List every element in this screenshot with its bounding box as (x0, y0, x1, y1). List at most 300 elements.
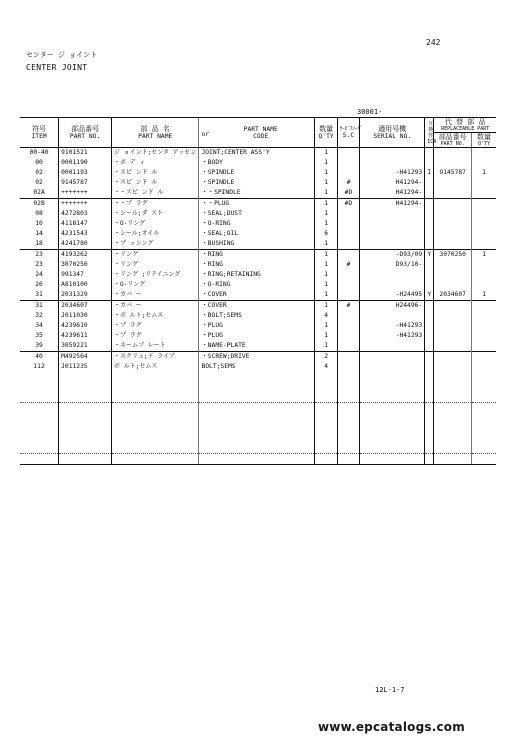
cell-rpart (434, 382, 472, 392)
cell-serial (360, 229, 425, 239)
table-row (20, 352, 496, 363)
cell-qty (315, 403, 337, 414)
table-row (20, 239, 496, 250)
cell-serial: -H41293 (360, 321, 425, 331)
cell-rqty (472, 341, 497, 352)
cell-qty (315, 392, 337, 403)
cell-sc (337, 311, 359, 321)
header-part-name-code: or PART NAME CODE (199, 118, 315, 148)
cell-qty (315, 443, 337, 454)
cell-code (199, 454, 315, 465)
cell-code (199, 392, 315, 403)
cell-serial: -H24495 (360, 290, 425, 301)
cell-code: ・SPINDLE (199, 168, 315, 178)
cell-rpart (434, 270, 472, 280)
cell-part-no: 2031329 (59, 290, 112, 301)
cell-rpart (434, 362, 472, 372)
header-part-name: 部 品 名 PART NAME (112, 118, 199, 148)
cell-item: 24 (35, 271, 43, 278)
table-row (20, 270, 496, 280)
cell-name-jp: ・リング (112, 250, 199, 261)
cell-rpart (434, 321, 472, 331)
table-row (20, 341, 496, 352)
cell-part-no: 3059221 (59, 341, 112, 352)
cell-name-jp: ・ボ デ ィ (112, 158, 199, 168)
cell-part-no: A810100 (59, 280, 112, 290)
cell-part-no: 9101521 (59, 148, 112, 159)
table-row (20, 148, 496, 159)
cell-code: JOINT;CENTER ASS'Y (199, 148, 315, 159)
cell-code: ・O-RING (199, 219, 315, 229)
cell-code: ・BODY (199, 158, 315, 168)
cell-item: 00 (35, 159, 43, 166)
cell-ica (425, 301, 434, 312)
cell-name-jp (112, 433, 199, 443)
cell-ica (425, 209, 434, 219)
cell-rpart (434, 341, 472, 352)
cell-rpart (434, 403, 472, 414)
cell-name-jp: ・リング ;リテイニング (112, 270, 199, 280)
cell-qty (315, 372, 337, 382)
cell-rqty (472, 331, 497, 341)
cell-name-jp: ・ブ ッシング (112, 239, 199, 250)
cell-name-jp: ・カバ ー (112, 290, 199, 301)
cell-serial (360, 311, 425, 321)
cell-serial (360, 239, 425, 250)
header-qty: 数量 Q'TY (315, 118, 337, 148)
cell-name-jp: ・スクリュ;ド ライブ (112, 352, 199, 363)
cell-sc: # (337, 301, 359, 312)
cell-part-no (59, 443, 112, 454)
cell-sc (337, 403, 359, 414)
cell-code (199, 403, 315, 414)
cell-rpart (434, 188, 472, 199)
cell-name-jp: ・ボ ルト;セムス (112, 311, 199, 321)
cell-serial (360, 392, 425, 403)
cell-qty: 1 (315, 250, 337, 261)
cell-serial (360, 209, 425, 219)
cell-rqty (472, 433, 497, 443)
cell-rpart: 9145787 (434, 168, 472, 178)
cell-code: ・PLUG (199, 321, 315, 331)
cell-rqty (472, 423, 497, 433)
cell-rqty: 1 (472, 290, 497, 301)
header-service-code: ｻｰﾋﾞｽｺｰﾄﾞ S.C (337, 118, 359, 148)
cell-ica (425, 362, 434, 372)
cell-sc (337, 423, 359, 433)
cell-part-no: M492564 (59, 352, 112, 363)
cell-ica: Y (425, 250, 434, 261)
cell-sc (337, 280, 359, 290)
cell-rqty (472, 229, 497, 239)
cell-qty: 1 (315, 341, 337, 352)
table-row (20, 260, 496, 270)
cell-item: 34 (35, 322, 43, 329)
cell-ica (425, 443, 434, 454)
cell-serial: -H41293 (360, 168, 425, 178)
table-row (20, 362, 496, 372)
cell-name-jp (112, 392, 199, 403)
cell-part-no: J011030 (59, 311, 112, 321)
cell-serial (360, 158, 425, 168)
cell-name-jp: ・スピ ンド ル (112, 168, 199, 178)
cell-ica (425, 341, 434, 352)
cell-item (20, 403, 59, 414)
cell-qty: 1 (315, 321, 337, 331)
cell-serial (360, 148, 425, 159)
cell-code: ・BUSHING (199, 239, 315, 250)
cell-qty: 2 (315, 352, 337, 363)
cell-qty (315, 413, 337, 423)
cell-rqty: 1 (472, 250, 497, 261)
cell-sc (337, 341, 359, 352)
table-row (20, 372, 496, 382)
cell-rqty (472, 413, 497, 423)
table-header-row (20, 118, 496, 133)
cell-sc (337, 352, 359, 363)
cell-name-jp: ボ ルト;セムス (112, 362, 199, 372)
cell-part-no (59, 372, 112, 382)
cell-rqty (472, 372, 497, 382)
cell-item: 02A (33, 189, 45, 196)
cell-part-no: 4239610 (59, 321, 112, 331)
table-row (20, 301, 496, 312)
cell-code: ・SEAL;DUST (199, 209, 315, 219)
cell-ica (425, 331, 434, 341)
cell-qty: 1 (315, 158, 337, 168)
cell-name-jp: ・リング (112, 260, 199, 270)
cell-code: ・PLUG (199, 331, 315, 341)
watermark: www.epcatalogs.com (318, 720, 465, 734)
cell-code: ・COVER (199, 301, 315, 312)
cell-qty: 1 (315, 301, 337, 312)
cell-part-no (59, 382, 112, 392)
cell-rpart (434, 413, 472, 423)
header-part-no: 部品番号 PART NO. (59, 118, 112, 148)
cell-ica (425, 270, 434, 280)
cell-name-jp: ・O-リング (112, 280, 199, 290)
cell-rqty (472, 270, 497, 280)
cell-item: 10 (35, 220, 43, 227)
cell-ica (425, 188, 434, 199)
cell-qty: 4 (315, 311, 337, 321)
cell-name-jp: ・スピ ンド ル (112, 178, 199, 188)
cell-part-no: 0001190 (59, 158, 112, 168)
header-replace-qty: 数量 Q'TY (472, 133, 497, 148)
cell-sc (337, 219, 359, 229)
cell-rqty (472, 311, 497, 321)
cell-part-no: 4118147 (59, 219, 112, 229)
cell-qty: 1 (315, 219, 337, 229)
cell-serial: D93/10- (360, 260, 425, 270)
cell-serial (360, 219, 425, 229)
cell-serial (360, 270, 425, 280)
cell-qty: 1 (315, 168, 337, 178)
cell-name-jp (112, 423, 199, 433)
cell-part-no: +++++++ (59, 199, 112, 210)
cell-ica (425, 372, 434, 382)
cell-part-no: 4272803 (59, 209, 112, 219)
cell-serial (360, 454, 425, 465)
cell-part-no: 4241780 (59, 239, 112, 250)
cell-code: ・SCREW;DRIVE (199, 352, 315, 363)
cell-ica (425, 219, 434, 229)
cell-sc (337, 443, 359, 454)
cell-name-jp (112, 413, 199, 423)
cell-item (20, 372, 59, 382)
cell-code (199, 372, 315, 382)
cell-item (20, 382, 59, 392)
cell-part-no (59, 403, 112, 414)
parts-table-body (20, 148, 496, 465)
footer-page-code: 12L-1-7 (375, 686, 405, 694)
cell-ica (425, 321, 434, 331)
cell-code: ・NAME-PLATE (199, 341, 315, 352)
cell-rpart (434, 280, 472, 290)
cell-serial (360, 413, 425, 423)
cell-code: ・・SPINDLE (199, 188, 315, 199)
cell-serial: H41294- (360, 178, 425, 188)
table-row (20, 219, 496, 229)
cell-code: ・O-RING (199, 280, 315, 290)
cell-code: ・・PLUG (199, 199, 315, 210)
cell-sc (337, 270, 359, 280)
cell-name-jp (112, 403, 199, 414)
cell-ica (425, 158, 434, 168)
cell-part-no (59, 433, 112, 443)
cell-ica (425, 311, 434, 321)
cell-qty: 1 (315, 148, 337, 159)
cell-qty: 1 (315, 260, 337, 270)
cell-part-no: 4193262 (59, 250, 112, 261)
cell-rqty (472, 260, 497, 270)
cell-rqty (472, 382, 497, 392)
table-row (20, 423, 496, 433)
cell-ica (425, 178, 434, 188)
cell-serial (360, 382, 425, 392)
cell-ica (425, 413, 434, 423)
cell-part-no (59, 413, 112, 423)
table-row (20, 382, 496, 392)
cell-serial (360, 341, 425, 352)
cell-sc (337, 413, 359, 423)
cell-code: ・BOLT;SEMS (199, 311, 315, 321)
table-row (20, 311, 496, 321)
cell-rpart (434, 260, 472, 270)
cell-qty: 1 (315, 199, 337, 210)
cell-part-no (59, 423, 112, 433)
cell-ica: I (425, 168, 434, 178)
cell-name-jp (112, 443, 199, 454)
cell-ica (425, 352, 434, 363)
cell-rpart (434, 199, 472, 210)
cell-code: BOLT;SEMS (199, 362, 315, 372)
cell-item (20, 443, 59, 454)
cell-serial: H41294- (360, 188, 425, 199)
cell-name-jp: ・シール;オイル (112, 229, 199, 239)
page-number: 242 (426, 38, 441, 47)
cell-qty: 1 (315, 290, 337, 301)
cell-rqty (472, 280, 497, 290)
cell-qty (315, 382, 337, 392)
table-row (20, 168, 496, 178)
cell-part-no: 9145787 (59, 178, 112, 188)
cell-name-jp: ・ネームプ レート (112, 341, 199, 352)
cell-code (199, 413, 315, 423)
cell-sc (337, 454, 359, 465)
table-row (20, 433, 496, 443)
cell-code (199, 382, 315, 392)
cell-rpart (434, 423, 472, 433)
cell-name-jp (112, 454, 199, 465)
cell-ica (425, 433, 434, 443)
table-row (20, 199, 496, 210)
cell-serial (360, 372, 425, 382)
cell-qty: 1 (315, 178, 337, 188)
cell-ica (425, 382, 434, 392)
cell-qty (315, 454, 337, 465)
serial-range-header: 30001- (357, 108, 383, 116)
cell-rpart (434, 148, 472, 159)
cell-rqty (472, 209, 497, 219)
cell-code: ・RING;RETAINING (199, 270, 315, 280)
cell-item: 14 (35, 230, 43, 237)
cell-rqty (472, 178, 497, 188)
table-row (20, 321, 496, 331)
table-row (20, 250, 496, 261)
cell-rqty (472, 454, 497, 465)
cell-sc (337, 362, 359, 372)
cell-ica (425, 148, 434, 159)
cell-qty (315, 423, 337, 433)
cell-rqty (472, 352, 497, 363)
cell-item: 23 (20, 250, 59, 261)
cell-sc: # (337, 178, 359, 188)
cell-qty: 1 (315, 239, 337, 250)
cell-sc (337, 382, 359, 392)
cell-item: 23 (35, 261, 43, 268)
cell-rqty (472, 443, 497, 454)
cell-rpart (434, 352, 472, 363)
cell-rqty (472, 362, 497, 372)
cell-serial (360, 433, 425, 443)
cell-serial (360, 423, 425, 433)
title-japanese: センター ジ ョイント (26, 51, 98, 59)
cell-sc (337, 229, 359, 239)
cell-part-no (59, 392, 112, 403)
cell-name-jp: ・プ ラグ (112, 321, 199, 331)
cell-item: 31 (20, 301, 59, 312)
cell-rpart (434, 239, 472, 250)
cell-sc (337, 250, 359, 261)
cell-rqty (472, 199, 497, 210)
cell-qty: 6 (315, 229, 337, 239)
cell-code (199, 433, 315, 443)
cell-name-jp: ・カバ ー (112, 301, 199, 312)
cell-sc (337, 209, 359, 219)
table-row (20, 209, 496, 219)
table-row (20, 403, 496, 414)
cell-code: ・RING (199, 250, 315, 261)
cell-part-no: 2034607 (59, 301, 112, 312)
table-row (20, 280, 496, 290)
cell-code: ・SEAL;OIL (199, 229, 315, 239)
table-row (20, 443, 496, 454)
cell-rqty (472, 239, 497, 250)
cell-sc (337, 168, 359, 178)
cell-rqty (472, 403, 497, 414)
cell-rqty (472, 158, 497, 168)
cell-ica (425, 239, 434, 250)
page-title: CENTER JOINT (26, 63, 88, 72)
cell-item: 112 (33, 363, 45, 370)
cell-rpart (434, 433, 472, 443)
cell-part-no: 991347 (59, 270, 112, 280)
cell-sc (337, 331, 359, 341)
cell-qty (315, 433, 337, 443)
header-replace-part-no: 部品番号 PART NO. (434, 133, 472, 148)
header-replaceable-part: 代 替 部 品 REPLACEABLE PART (434, 118, 496, 133)
cell-item: 02 (35, 179, 43, 186)
cell-item: 00-40 (29, 149, 49, 156)
cell-rpart (434, 331, 472, 341)
cell-ica (425, 260, 434, 270)
cell-qty: 4 (315, 362, 337, 372)
parts-table (20, 117, 496, 465)
cell-item (20, 392, 59, 403)
cell-ica (425, 454, 434, 465)
table-row (20, 229, 496, 239)
cell-item: 18 (35, 240, 43, 247)
cell-item (20, 433, 59, 443)
cell-rpart (434, 443, 472, 454)
cell-rqty (472, 219, 497, 229)
cell-serial (360, 352, 425, 363)
cell-qty: 1 (315, 270, 337, 280)
cell-name-jp: ・・プ ラグ (112, 199, 199, 210)
cell-item: 02B (20, 199, 59, 210)
cell-rpart (434, 209, 472, 219)
cell-name-jp: ジ ョイント;センタ アッセン (112, 148, 199, 159)
table-row (20, 454, 496, 465)
cell-rpart (434, 392, 472, 403)
cell-sc (337, 321, 359, 331)
cell-rqty (472, 148, 497, 159)
table-row (20, 331, 496, 341)
table-row (20, 178, 496, 188)
table-row (20, 392, 496, 403)
cell-item: 40 (20, 352, 59, 363)
cell-rpart (434, 219, 472, 229)
cell-ica: Y (425, 290, 434, 301)
cell-ica (425, 392, 434, 403)
cell-part-no: 0001193 (59, 168, 112, 178)
cell-rqty: 1 (472, 168, 497, 178)
cell-serial (360, 362, 425, 372)
cell-rqty (472, 392, 497, 403)
cell-item: 02 (35, 169, 43, 176)
cell-ica (425, 423, 434, 433)
cell-rpart (434, 301, 472, 312)
header-ica: 互換性 ICA (425, 118, 434, 148)
cell-sc (337, 158, 359, 168)
cell-ica (425, 199, 434, 210)
cell-code: ・SPINDLE (199, 178, 315, 188)
cell-qty: 1 (315, 188, 337, 199)
cell-rpart: 3070250 (434, 250, 472, 261)
cell-rpart (434, 229, 472, 239)
cell-sc (337, 433, 359, 443)
